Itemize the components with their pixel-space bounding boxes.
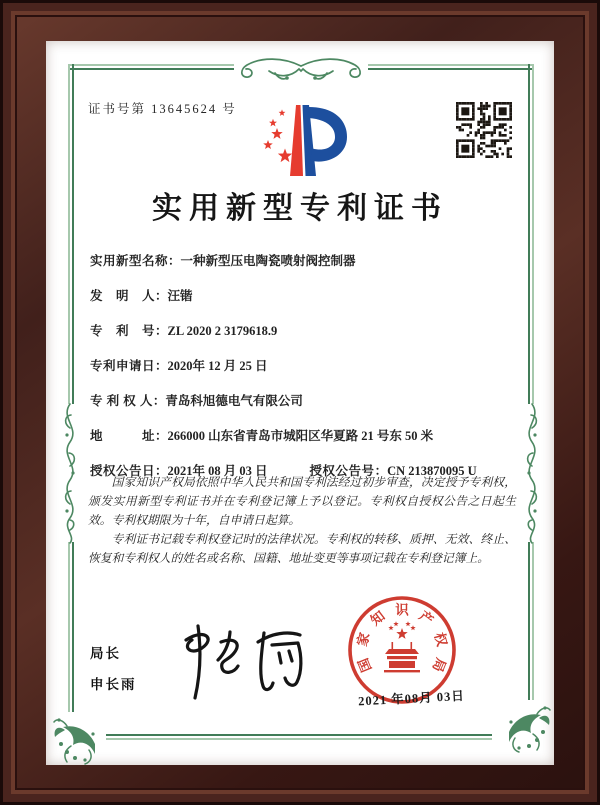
field-colon: ：	[152, 394, 166, 408]
field-row	[90, 244, 520, 279]
qr-code	[456, 102, 512, 158]
field-row	[90, 314, 520, 349]
svg-text:识: 识	[395, 602, 409, 618]
field-colon: ：	[155, 324, 168, 338]
certificate-paper	[46, 41, 554, 765]
border-line	[68, 64, 74, 404]
field-label: 实用新型名称	[90, 254, 169, 268]
floral-corner-ornament-icon	[499, 698, 551, 754]
field-value: ZL 2020 2 3179618.9	[167, 324, 278, 338]
border-line	[68, 64, 234, 70]
field-label: 授权公告日	[90, 464, 156, 478]
svg-text:局: 局	[429, 655, 449, 675]
legal-body-text	[88, 473, 516, 568]
border-line	[528, 542, 534, 700]
field-list	[90, 244, 520, 489]
cnipa-logo	[252, 96, 348, 184]
flourish-ornament-icon	[520, 402, 544, 544]
border-line	[528, 64, 534, 404]
signer-block	[90, 642, 137, 693]
field-row	[90, 349, 520, 384]
field-row	[90, 279, 520, 314]
field-label: 授权公告号	[309, 464, 375, 478]
field-label: 发 明 人	[90, 289, 156, 303]
field-colon: ：	[155, 289, 168, 303]
signer-title: 局长	[90, 646, 121, 661]
flourish-ornament-icon	[231, 53, 371, 85]
svg-text:家: 家	[354, 630, 373, 648]
field-colon: ：	[155, 464, 168, 478]
field-value: 汪锴	[167, 289, 193, 303]
field-value: 266000 山东省青岛市城阳区华夏路 21 号东 50 米	[167, 429, 434, 443]
field-value: CN 213870095 U	[387, 464, 477, 478]
field-label: 专 利 权 人	[90, 394, 153, 408]
field-label: 专利申请日	[90, 359, 156, 373]
svg-text:知: 知	[367, 608, 388, 629]
field-value: 2021年 08 月 03 日	[167, 464, 268, 478]
field-label: 专 利 号	[90, 324, 156, 338]
field-value: 青岛科旭德电气有限公司	[165, 394, 303, 408]
border-line	[68, 542, 74, 712]
certificate-title: 实用新型专利证书	[152, 192, 448, 225]
field-row	[90, 419, 520, 454]
svg-text:权: 权	[431, 630, 450, 648]
field-colon: ：	[155, 359, 168, 373]
field-value: 一种新型压电陶瓷喷射阀控制器	[180, 254, 356, 268]
body-paragraph: 国家知识产权局依照中华人民共和国专利法经过初步审查，决定授予专利权，颁发实用新型专利证书并在专利登记簿上予以登记。专利权自授权公告之日起生效。专利权期限为十年，自申请日起算。	[88, 475, 516, 527]
field-colon: ：	[374, 464, 388, 478]
border-line	[368, 64, 534, 70]
signer-name: 申长雨	[90, 677, 137, 692]
svg-text:产: 产	[416, 608, 437, 629]
field-label: 地 址	[90, 429, 156, 443]
field-row	[90, 384, 520, 419]
flourish-ornament-icon	[58, 402, 82, 544]
field-colon: ：	[155, 429, 168, 443]
floral-corner-ornament-icon	[53, 710, 105, 766]
field-colon: ：	[168, 254, 181, 268]
certificate-number: 证书号第 13645624 号	[88, 102, 237, 116]
border-line	[106, 734, 492, 740]
national-emblem-icon	[384, 621, 420, 672]
svg-text:国: 国	[355, 655, 375, 675]
handwritten-signature	[158, 618, 318, 710]
field-value: 2020年 12 月 25 日	[167, 359, 268, 373]
seal-date: 2021 年08月 03日	[357, 688, 466, 709]
body-paragraph: 专利证书记载专利权登记时的法律状况。专利权的转移、质押、无效、终止、恢复和专利权人的姓名或名称、国籍、地址变更等事项记载在专利登记簿上。	[88, 532, 516, 565]
